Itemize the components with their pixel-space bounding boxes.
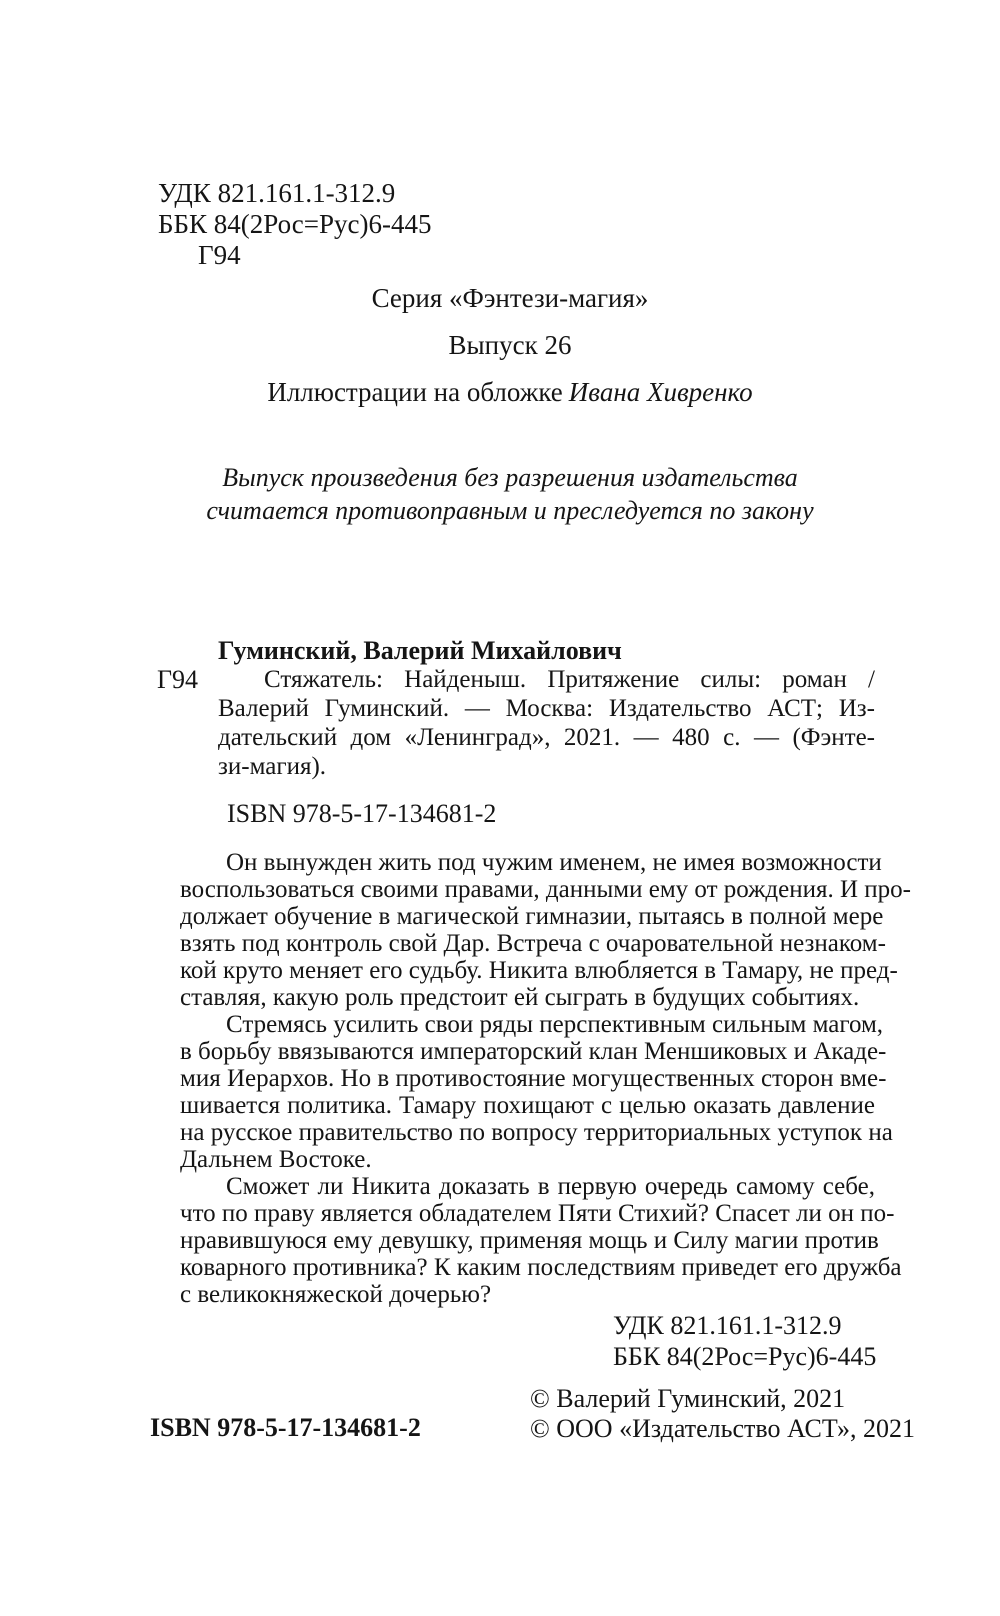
- udk-code-bottom: УДК 821.161.1-312.9: [613, 1311, 842, 1340]
- series-name: Серия «Фэнтези-магия»: [371, 283, 649, 313]
- annotation-line: взять под контроль свой Дар. Встреча с очаровательной незнаком-: [180, 930, 886, 957]
- annotation: [180, 849, 911, 1308]
- catalog-line: Валерий Гуминский. — Москва: Издательство АСТ; Из-: [218, 695, 875, 722]
- annotation-line: Стремясь усилить свои ряды перспективным сильным магом,: [226, 1011, 884, 1038]
- catalog-entry: [157, 636, 875, 781]
- classification-codes-top: [158, 178, 431, 271]
- cover-credit-prefix: Иллюстрации на обложке: [267, 377, 563, 407]
- annotation-line: в борьбу ввязываются императорский клан Меншиковых и Акаде-: [180, 1038, 887, 1065]
- annotation-line: на русское правительство по вопросу территориальных уступок на: [180, 1119, 893, 1146]
- annotation-line: должает обучение в магической гимназии, пытаясь в полной мере: [180, 903, 884, 930]
- annotation-line: нравившуюся ему девушку, применяя мощь и Силу магии против: [180, 1227, 879, 1254]
- copyright-author: © Валерий Гуминский, 2021: [530, 1384, 846, 1413]
- cover-artist-name: Ивана Хивренко: [568, 377, 753, 407]
- annotation-line: с великокняжеской дочерью?: [180, 1281, 492, 1308]
- legal-notice-line-1: Выпуск произведения без разрешения издательства: [222, 463, 798, 492]
- annotation-line: кой круто меняет его судьбу. Никита влюбляется в Тамару, не пред-: [180, 957, 898, 984]
- author-sign-top: Г94: [198, 240, 241, 270]
- annotation-line: мия Иерархов. Но в противостояние могущественных сторон вме-: [180, 1065, 887, 1092]
- catalog-author-heading: Гуминский, Валерий Михайлович: [218, 636, 622, 665]
- cover-credit: [145, 377, 875, 408]
- catalog-line: Стяжатель: Найденыш. Притяжение силы: роман /: [264, 666, 875, 693]
- annotation-line: Он вынужден жить под чужим именем, не имея возможности: [226, 849, 882, 876]
- annotation-line: Дальнем Востоке.: [180, 1146, 372, 1173]
- bbk-code-top: ББК 84(2Рос=Рус)6-445: [158, 209, 432, 239]
- isbn-bottom: ISBN 978-5-17-134681-2: [150, 1413, 421, 1442]
- isbn-middle: ISBN 978-5-17-134681-2: [227, 799, 497, 828]
- annotation-line: воспользоваться своими правами, данными ему от рождения. И про-: [180, 876, 911, 903]
- copyright-block: [530, 1384, 915, 1444]
- bbk-code-bottom: ББК 84(2Рос=Рус)6-445: [613, 1342, 877, 1371]
- catalog-entry-body: [157, 665, 875, 781]
- annotation-line: коварного противника? К каким последствиям приведет его дружба: [180, 1254, 902, 1281]
- annotation-line: шивается политика. Тамару похищают с целью оказать давление: [180, 1092, 875, 1119]
- annotation-line: Сможет ли Никита доказать в первую очередь самому себе,: [226, 1173, 875, 1200]
- classification-codes-bottom: [613, 1310, 876, 1372]
- catalog-line: дательский дом «Ленинград», 2021. — 480 с. — (Фэнте-: [218, 724, 875, 751]
- udk-code-top: УДК 821.161.1-312.9: [158, 178, 396, 208]
- series-issue: Выпуск 26: [448, 330, 572, 360]
- annotation-line: что по праву является обладателем Пяти Стихий? Спасет ли он по-: [180, 1200, 895, 1227]
- catalog-line: зи-магия).: [218, 753, 327, 780]
- legal-notice-line-2: считается противоправным и преследуется по закону: [206, 496, 814, 525]
- author-sign-catalog: Г94: [157, 665, 199, 694]
- legal-notice: [145, 461, 875, 527]
- annotation-line: ставляя, какую роль предстоит ей сыграть в будущих событиях.: [180, 984, 860, 1011]
- copyright-publisher: © ООО «Издательство АСТ», 2021: [530, 1414, 916, 1443]
